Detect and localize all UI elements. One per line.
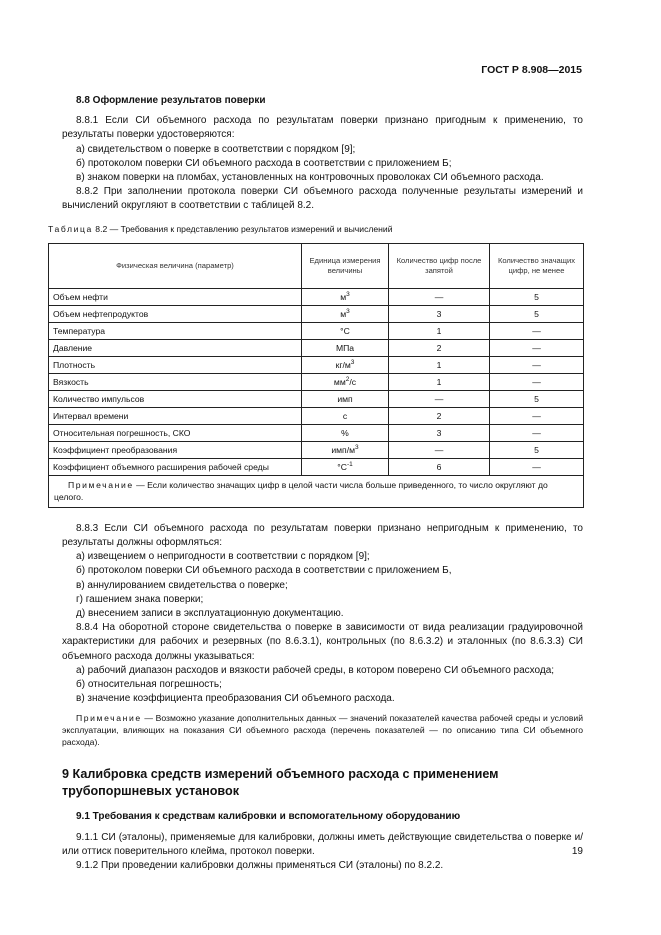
cell-decimals: 1 bbox=[389, 356, 490, 373]
cell-parameter: Коэффициент объемного расширения рабочей среды bbox=[49, 458, 302, 475]
table-header-row bbox=[49, 243, 584, 288]
unit-base: °С bbox=[340, 325, 350, 336]
list-item: а) рабочий диапазон расходов и вязкости рабочей среды, в котором поверено СИ объемного расхода; bbox=[76, 664, 555, 676]
unit-exponent: 3 bbox=[350, 358, 355, 366]
list-item: б) протоколом поверки СИ объемного расхода в соответствии с приложением Б; bbox=[76, 157, 452, 169]
table-caption bbox=[48, 222, 583, 236]
cell-unit bbox=[302, 424, 389, 441]
unit-base: мм bbox=[333, 376, 346, 387]
unit-base: имп/м bbox=[331, 444, 356, 455]
list-item: а) извещением о непригодности в соответствии с порядком [9]; bbox=[76, 551, 370, 563]
unit-base: с bbox=[342, 410, 348, 421]
table-note-row bbox=[49, 475, 584, 507]
cell-significant: 5 bbox=[490, 288, 584, 305]
cell-significant: — bbox=[490, 356, 584, 373]
cell-parameter: Давление bbox=[49, 339, 302, 356]
cell-parameter: Температура bbox=[49, 322, 302, 339]
cell-parameter: Плотность bbox=[49, 356, 302, 373]
cell-decimals: 6 bbox=[389, 458, 490, 475]
unit-exponent: 2 bbox=[345, 375, 350, 383]
paragraph-8-8-4: 8.8.4 На оборотной стороне свидетельства о поверке в зависимости от вида реализации градуировочной характеристики для рабочих и резервных (по 8.6.3.1), контрольных (по 8.6.3.2) и эталонных (по 8.6.3.3) СИ объемного расхода должны указываться: bbox=[62, 622, 583, 662]
cell-significant: — bbox=[490, 322, 584, 339]
table-caption-text: 8.2 — Требования к представлению результатов измерений и вычислений bbox=[92, 223, 393, 234]
list-item: д) внесением записи в эксплуатационную документацию. bbox=[76, 608, 344, 620]
cell-unit bbox=[302, 322, 389, 339]
paragraph-9-1-1: 9.1.1 СИ (эталоны), применяемые для калибровки, должны иметь действующие свидетельства о поверке и/или оттиск поверительного клейма, протокол поверки. bbox=[62, 831, 583, 857]
paragraph-8-8-3: 8.8.3 Если СИ объемного расхода по результатам поверки признано непригодным к применению, то результаты должны оформляться: bbox=[62, 522, 583, 549]
cell-unit bbox=[302, 373, 389, 390]
header-unit: Единица измерения величины bbox=[302, 243, 389, 288]
chapter-9-title: 9 Калибровка средств измерений объемного расхода с применением трубопоршневых установок bbox=[62, 767, 499, 799]
table-note-label: Примечание bbox=[68, 479, 134, 490]
paragraph-9-1-2: 9.1.2 При проведении калибровки должны применяться СИ (эталоны) по 8.2.2. bbox=[76, 860, 444, 872]
cell-parameter: Объем нефти bbox=[49, 288, 302, 305]
list-item: а) свидетельством о поверке в соответствии с порядком [9]; bbox=[76, 143, 356, 155]
cell-decimals: 3 bbox=[389, 424, 490, 441]
table-row bbox=[49, 339, 584, 356]
cell-unit bbox=[302, 458, 389, 475]
cell-unit bbox=[302, 305, 389, 322]
page-number: 19 bbox=[571, 846, 583, 857]
cell-decimals: — bbox=[389, 288, 490, 305]
list-item: в) знаком поверки на пломбах, установленных на контровочных проволоках СИ объемного расхода. bbox=[76, 172, 544, 184]
cell-parameter: Коэффициент преобразования bbox=[49, 441, 302, 458]
cell-significant: — bbox=[490, 373, 584, 390]
section-note bbox=[62, 712, 583, 748]
unit-base: м bbox=[340, 291, 347, 302]
list-item: б) протоколом поверки СИ объемного расхода в соответствии с приложением Б, bbox=[76, 565, 452, 577]
unit-base: м bbox=[340, 308, 347, 319]
section-title-8-8: 8.8 Оформление результатов поверки bbox=[76, 95, 266, 106]
header-decimals: Количество цифр после запятой bbox=[389, 243, 490, 288]
list-item: в) аннулированием свидетельства о поверке; bbox=[76, 579, 288, 591]
cell-unit bbox=[302, 390, 389, 407]
list-item: г) гашением знака поверки; bbox=[76, 593, 204, 605]
cell-significant: — bbox=[490, 458, 584, 475]
cell-parameter: Объем нефтепродуктов bbox=[49, 305, 302, 322]
table-body bbox=[49, 288, 584, 475]
cell-parameter: Интервал времени bbox=[49, 407, 302, 424]
cell-decimals: 2 bbox=[389, 407, 490, 424]
table-row bbox=[49, 441, 584, 458]
cell-decimals: 3 bbox=[389, 305, 490, 322]
cell-unit bbox=[302, 288, 389, 305]
cell-decimals: 1 bbox=[389, 322, 490, 339]
document-header: ГОСТ Р 8.908—2015 bbox=[481, 64, 582, 76]
table-row bbox=[49, 373, 584, 390]
unit-base: % bbox=[341, 427, 349, 438]
table-row bbox=[49, 458, 584, 475]
table-caption-prefix: Таблица bbox=[48, 223, 93, 234]
cell-significant: — bbox=[490, 407, 584, 424]
cell-decimals: — bbox=[389, 441, 490, 458]
page-content bbox=[48, 94, 583, 873]
unit-base: МПа bbox=[335, 342, 355, 353]
unit-exponent: -1 bbox=[346, 460, 353, 468]
section-note-text: — Возможно указание дополнительных данных — значений показателей качества рабочей среды и условий эксплуатации, влияющих на показания СИ объемного расхода (перечень показателей — по описанию типа СИ объемного расхода). bbox=[62, 713, 583, 748]
unit-exponent: 3 bbox=[346, 307, 350, 315]
cell-significant: 5 bbox=[490, 441, 584, 458]
cell-unit bbox=[302, 339, 389, 356]
cell-significant: 5 bbox=[490, 390, 584, 407]
header-significant: Количество значащих цифр, не менее bbox=[490, 243, 584, 288]
table-row bbox=[49, 407, 584, 424]
cell-parameter: Относительная погрешность, СКО bbox=[49, 424, 302, 441]
cell-unit bbox=[302, 441, 389, 458]
header-parameter: Физическая величина (параметр) bbox=[49, 243, 302, 288]
table-row bbox=[49, 390, 584, 407]
section-title-9-1: 9.1 Требования к средствам калибровки и вспомогательному оборудованию bbox=[76, 811, 461, 823]
unit-exponent: 3 bbox=[355, 443, 359, 451]
unit-exponent: 3 bbox=[346, 290, 350, 298]
cell-significant: — bbox=[490, 424, 584, 441]
table-row bbox=[49, 356, 584, 373]
table-row bbox=[49, 424, 584, 441]
unit-suffix: /с bbox=[349, 376, 357, 387]
cell-parameter: Вязкость bbox=[49, 373, 302, 390]
section-note-label: Примечание bbox=[76, 713, 142, 724]
cell-significant: — bbox=[490, 339, 584, 356]
cell-decimals: 2 bbox=[389, 339, 490, 356]
unit-base: кг/м bbox=[335, 359, 351, 370]
cell-decimals: 1 bbox=[389, 373, 490, 390]
paragraph-8-8-1: 8.8.1 Если СИ объемного расхода по результатам поверки признано пригодным к применению, то результаты поверки удостоверяются: bbox=[62, 115, 583, 141]
table-row bbox=[49, 288, 584, 305]
rounding-requirements-table bbox=[48, 243, 584, 508]
unit-base: имп bbox=[337, 393, 353, 404]
paragraph-8-8-2: 8.8.2 При заполнении протокола поверки СИ объемного расхода полученные результаты измерений и вычислений округляют в соответствии с таблицей 8.2. bbox=[62, 186, 583, 212]
cell-parameter: Количество импульсов bbox=[49, 390, 302, 407]
cell-unit bbox=[302, 407, 389, 424]
unit-base: °С bbox=[337, 461, 347, 472]
table-note-text: — Если количество значащих цифр в целой части числа больше приведенного, то число округляют до целого. bbox=[54, 479, 548, 502]
table-note bbox=[49, 475, 584, 507]
cell-decimals: — bbox=[389, 390, 490, 407]
table-row bbox=[49, 322, 584, 339]
cell-unit bbox=[302, 356, 389, 373]
list-item: б) относительная погрешность; bbox=[76, 679, 222, 691]
list-item: в) значение коэффициента преобразования СИ объемного расхода. bbox=[76, 693, 395, 705]
cell-significant: 5 bbox=[490, 305, 584, 322]
table-row bbox=[49, 305, 584, 322]
